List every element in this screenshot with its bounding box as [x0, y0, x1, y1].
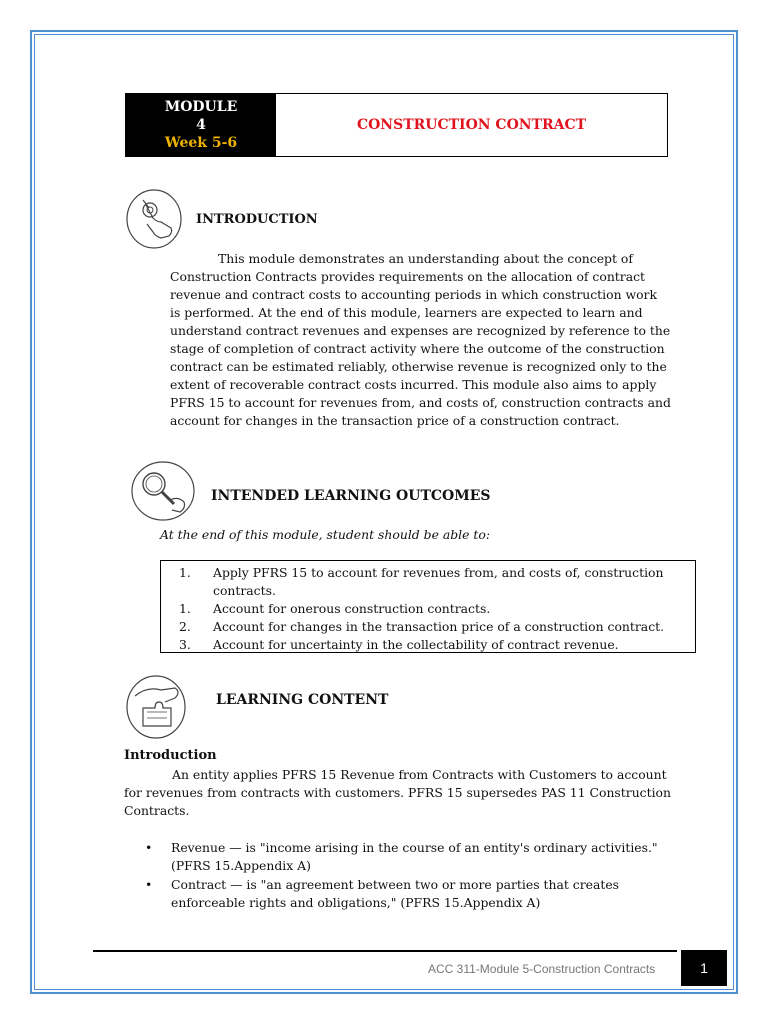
hand-pointing-icon — [125, 188, 183, 250]
list-number: 1. — [179, 565, 191, 580]
bullet-text: (PFRS 15.Appendix A) — [171, 858, 311, 873]
outcomes-list — [160, 560, 696, 653]
list-item-continuation — [179, 582, 687, 600]
module-label: MODULE — [164, 99, 238, 115]
bullet-text: Revenue — is "income arising in the course of an entity's ordinary activities." — [171, 840, 658, 855]
learning-line: Contracts. — [124, 803, 190, 818]
learning-subheading: Introduction — [124, 748, 217, 763]
intro-line: is performed. At the end of this module, learners are expected to learn and — [170, 305, 643, 320]
intro-line: PFRS 15 to account for revenues from, and costs of, construction contracts and — [170, 395, 671, 410]
intro-line: stage of completion of contract activity where the outcome of the construction — [170, 341, 665, 356]
list-item — [179, 564, 687, 582]
bullet-symbol: • — [145, 877, 153, 892]
list-text: Account for changes in the transaction price of a construction contract. — [213, 619, 665, 634]
intro-line: extent of recoverable contract costs incurred. This module also aims to apply — [170, 377, 657, 392]
bullet-text: enforceable rights and obligations," (PFRS 15.Appendix A) — [171, 895, 541, 910]
intro-line: revenue and contract costs to accounting periods in which construction work — [170, 287, 657, 302]
bullet-symbol: • — [145, 840, 153, 855]
introduction-paragraph — [170, 250, 680, 430]
intro-line: understand contract revenues and expenses are recognized by reference to the — [170, 323, 671, 338]
list-text: Account for onerous construction contracts. — [213, 601, 491, 616]
bullet-item — [145, 876, 681, 912]
list-number: 1. — [179, 601, 191, 616]
intro-line: Construction Contracts provides requirements on the allocation of contract — [170, 269, 646, 284]
footer-rule — [93, 950, 677, 952]
learning-line: for revenues from contracts with customers. PFRS 15 supersedes PAS 11 Construction — [124, 785, 671, 800]
outcomes-heading: INTENDED LEARNING OUTCOMES — [211, 488, 491, 504]
list-text: contracts. — [213, 583, 276, 598]
list-text: Account for uncertainty in the collectability of contract revenue. — [213, 637, 619, 652]
intro-line: This module demonstrates an understanding about the concept of — [218, 251, 633, 266]
outcomes-intro: At the end of this module, student should be able to: — [160, 527, 491, 542]
learning-heading: LEARNING CONTENT — [216, 692, 389, 708]
module-header — [125, 93, 668, 157]
learning-line: An entity applies PFRS 15 Revenue from Contracts with Customers to account — [172, 767, 667, 782]
module-week: Week 5-6 — [164, 135, 238, 151]
module-number: 4 — [196, 117, 206, 133]
list-item — [179, 600, 687, 618]
puzzle-hand-icon — [125, 674, 187, 740]
learning-paragraph — [124, 766, 680, 820]
list-item — [179, 618, 687, 636]
bullet-text: Contract — is "an agreement between two or more parties that creates — [171, 877, 620, 892]
intro-line: account for changes in the transaction price of a construction contract. — [170, 413, 620, 428]
module-label-block — [126, 94, 276, 156]
module-title: CONSTRUCTION CONTRACT — [356, 117, 587, 133]
list-number: 3. — [179, 637, 191, 652]
footer-text: ACC 311-Module 5-Construction Contracts — [428, 962, 656, 976]
magnifying-glass-icon — [130, 460, 196, 522]
bullet-item — [145, 839, 681, 875]
list-number: 2. — [179, 619, 191, 634]
list-text: Apply PFRS 15 to account for revenues from, and costs of, construction — [213, 565, 664, 580]
list-item — [179, 636, 687, 654]
intro-line: contract can be estimated reliably, otherwise revenue is recognized only to the — [170, 359, 667, 374]
introduction-heading: INTRODUCTION — [196, 212, 318, 227]
page-number: 1 — [681, 950, 727, 986]
